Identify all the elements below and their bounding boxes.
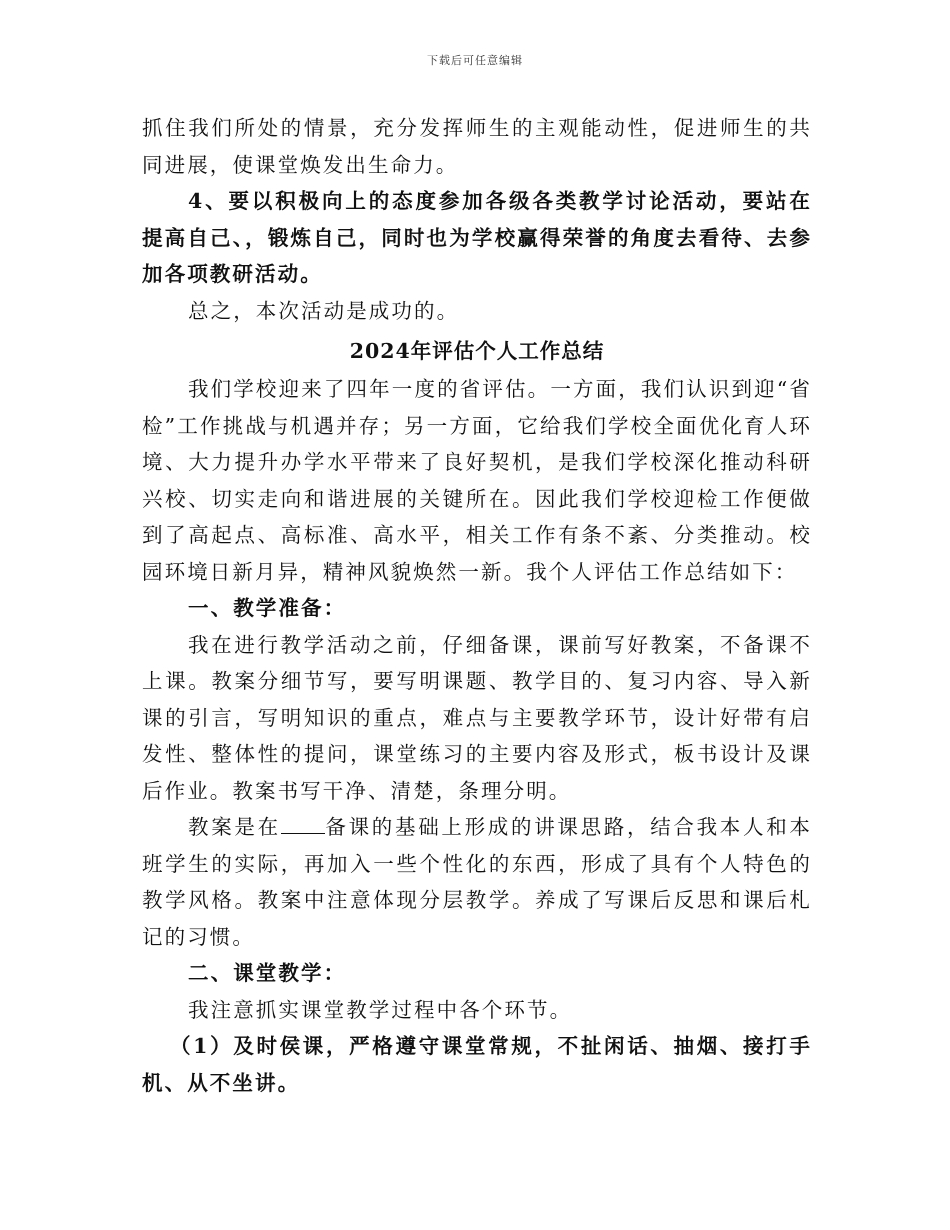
paragraph-point-4: 4、要以积极向上的态度参加各级各类教学讨论活动，要站在提高自己、，锻炼自己，同时也为学校赢得荣誉的角度去看待、去参加各项教研活动。 (142, 189, 812, 286)
paragraph-intro: 我们学校迎来了四年一度的省评估。一方面，我们认识到迎“省检”工作挑战与机遇并存；另一方面，它给我们学校全面优化育人环境、大力提升办学水平带来了良好契机，是我们学校深化推动科研兴校、切实走向和谐进展的关键所在。因此我们学校迎检工作便做到了高起点、高标准、高水平，相关工作有条不紊、分类推动。校园环境日新月异，精神风貌焕然一新。我个人评估工作总结如下： (142, 377, 812, 584)
text-segment: 备课的基础上形成的讲课思路，结合我本人和本班学生的实际，再加入一些个性化的东西，形成了具有个人特色的教学风格。教案中注意体现分层教学。养成了写课后反思和课后札记的习惯。 (142, 815, 812, 949)
document-body (142, 110, 812, 1101)
document-title: 2024年评估个人工作总结 (349, 339, 605, 363)
paragraph-lesson-plan-style (142, 809, 812, 955)
paragraph-continuation: 抓住我们所处的情景，充分发挥师生的主观能动性，促进师生的共同进展，使课堂焕发出生命力。 (142, 116, 812, 177)
section-heading-teaching-prep: 一、教学准备： (188, 596, 347, 620)
text-segment: 教案是在 (188, 815, 281, 839)
paragraph-classroom-intro: 我注意抓实课堂教学过程中各个环节。 (188, 997, 573, 1022)
paragraph-conclusion: 总之，本次活动是成功的。 (188, 298, 460, 323)
paragraph-item-1: （1）及时侯课，严格遵守课堂常规，不扯闲话、抽烟、接打手机、从不坐讲。 (142, 1034, 812, 1095)
page-header: 下载后可任意编辑 (427, 54, 523, 67)
paragraph-lesson-planning: 我在进行教学活动之前，仔细备课，课前写好教案，不备课不上课。教案分细节写，要写明课题、教学目的、复习内容、导入新课的引言，写明知识的重点，难点与主要教学环节，设计好带有启发性、整体性的提问，课堂练习的主要内容及形式，板书设计及课后作业。教案书写干净、清楚，条理分明。 (142, 632, 812, 803)
section-heading-classroom-teaching: 二、课堂教学： (188, 961, 347, 985)
blank-underline (281, 813, 325, 834)
